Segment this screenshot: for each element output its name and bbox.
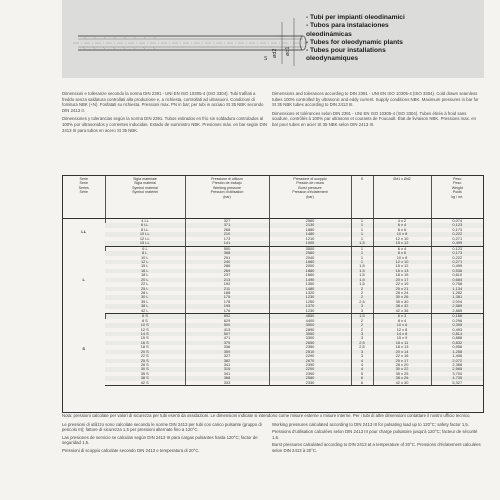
table-cell: 3 <box>351 332 373 336</box>
table-cell: 2,5 <box>351 345 373 349</box>
footnotes <box>62 413 482 453</box>
column-header: S <box>351 176 373 219</box>
table-cell: 2 <box>351 328 373 332</box>
table-cell: 12 x 10 <box>373 237 431 241</box>
table-cell: 0,536 <box>431 269 483 273</box>
table-cell: 15 LL <box>105 241 185 246</box>
table-cell: 1320 <box>269 291 351 295</box>
label-d1: ød1 <box>285 46 291 56</box>
table-cell: 20 L <box>105 278 185 282</box>
title-line: - Tubes pour installations <box>306 47 386 55</box>
product-titles <box>306 14 486 64</box>
table-cell: 14 S <box>105 332 185 336</box>
table-cell: 2890 <box>269 328 351 332</box>
specification-table <box>62 175 484 413</box>
title-line: oleodinámicas <box>306 30 352 38</box>
table-cell: 327 <box>185 219 269 224</box>
table-cell: 4 x 2 <box>373 219 431 224</box>
table-cell: 368 <box>185 251 269 255</box>
table-cell: 213 <box>185 278 269 282</box>
table-cell: 3500 <box>269 323 351 327</box>
table-cell: 471 <box>185 336 269 340</box>
table-cell: 382 <box>185 359 269 363</box>
table-cell: 15 x 12 <box>373 241 431 246</box>
table-cell: 1490 <box>269 278 351 282</box>
column-header: Ød1 x Ød2 <box>373 176 431 219</box>
table-cell: 240 <box>185 260 269 264</box>
table-cell: 0,296 <box>431 319 483 323</box>
table-cell: 12 LL <box>139 236 150 241</box>
table-cell: 327 <box>185 354 269 358</box>
table-cell: 1350 <box>269 282 351 286</box>
table-cell: 2510 <box>269 350 351 354</box>
table-cell: 3 <box>351 309 373 314</box>
note-paragraph: Las presiones de servicio se calculan según DIN 2413 III para cargas pulsantes hasta 120°C; factor de seguridad 1,5. <box>62 434 258 445</box>
table-cell: 315 <box>185 367 269 371</box>
table-cell: 38 x 26 <box>373 376 431 380</box>
table-cell: 25 x 21 <box>373 287 431 291</box>
column-header: Peso Peso Weight Poids kg / mt. <box>431 176 483 219</box>
table-cell: 0,166 <box>431 314 483 319</box>
table-cell: 12 x 8 <box>373 328 431 332</box>
table-cell: 6 x 4 <box>373 246 431 251</box>
table-cell: 8 LL <box>140 227 149 232</box>
table-cell: 15 x 9 <box>373 336 431 340</box>
note-paragraph: Working pressures calculated according to DIN 2413 III for pulsating load up to 120°C; safety factor 1,5. <box>272 421 470 427</box>
label-d2: ød2 <box>272 48 278 58</box>
table-cell: 12 S <box>140 327 149 332</box>
table-cell: 22 x 16 <box>373 354 431 358</box>
table-cell: 336 <box>185 345 269 349</box>
table-cell: 6 <box>351 376 373 380</box>
table-cell: 173 <box>185 237 269 241</box>
table-cell: 1660 <box>269 273 351 277</box>
table-cell: 269 <box>185 269 269 273</box>
table-cell: 371 <box>185 223 269 227</box>
pipe-cross-section-drawing <box>68 10 318 70</box>
table-cell: 10 x 8 <box>373 256 431 260</box>
table-cell: 0,123 <box>431 223 483 227</box>
table-cell: 6 LL <box>105 223 185 227</box>
table-cell: 0,123 <box>431 246 483 251</box>
table-cell: 237 <box>185 273 269 277</box>
table-cell: 22 x 19 <box>373 282 431 286</box>
table-cell: 0,493 <box>431 328 483 332</box>
table-cell: 6 S <box>105 314 185 319</box>
column-header: Sigla materiale Sigla material Symbol material Symbol matériel <box>105 176 185 219</box>
table-cell: 1 <box>351 256 373 260</box>
table-cell: 1,5 <box>351 282 373 286</box>
series-cell: LL <box>63 219 105 247</box>
column-header: Serie Serie Series Série <box>63 176 105 219</box>
table-cell: 1000 <box>269 241 351 246</box>
title-line: oleodynamiques <box>306 55 359 63</box>
table-cell: 175 <box>185 295 269 299</box>
table-cell: 2330 <box>269 381 351 386</box>
table-cell: 1,5 <box>351 264 373 268</box>
table-cell: 176 <box>185 309 269 314</box>
table-cell: 6 x 4 <box>373 223 431 227</box>
table-cell: 0,758 <box>431 282 483 286</box>
table-cell: 0,271 <box>431 260 483 264</box>
table-cell: 28 S <box>140 363 149 367</box>
table-cell: 0,832 <box>431 341 483 345</box>
column-header: Pressione di utilizzo Presión de trabajo Working pressure Pression d'utilisation (bar) <box>185 176 269 219</box>
table-cell: 2580 <box>269 251 351 255</box>
title-line: - Tubos para instalaciones <box>306 22 389 30</box>
table-cell: 6 x 3 <box>373 314 431 319</box>
table-cell: 0,814 <box>431 332 483 336</box>
table-cell: 2,885 <box>431 309 483 314</box>
table-cell: 379 <box>185 341 269 345</box>
table-cell: 16 L <box>105 269 185 273</box>
table-cell: 692 <box>185 314 269 319</box>
table-cell: 1210 <box>269 237 351 241</box>
table-cell: 35 x 30 <box>373 300 431 304</box>
table-cell: 188 <box>185 291 269 295</box>
table-cell: 4 <box>351 359 373 363</box>
table-cell: 3 <box>351 336 373 340</box>
table-cell: 22 S <box>140 354 149 359</box>
series-cell: S <box>63 314 105 386</box>
notes-left-column <box>62 422 267 456</box>
table-cell: 0,499 <box>431 264 483 268</box>
table-cell: 2 <box>351 319 373 323</box>
table-cell: 18 x 13 <box>373 345 431 349</box>
table-cell: 2,565 <box>431 367 483 371</box>
intro-paragraph: Dimensions et tolérances selon DIN 2391 - UNI EN ISO 10305-4 (ISO 3304). Tubes étirés à froid sans soudure, contrôlés à 100% par ultrasons et courants de Foucault. État de livraison NBK. Pressions max. en bar pour tubes en acier St 35 NBK selon DIN 2413 III. <box>272 110 476 127</box>
table-cell: 3 <box>351 354 373 358</box>
column-header: Pressione di scoppio Presión de rotura Burst pressure Pression d'éclatement (bar) <box>269 176 351 219</box>
table-cell: 30 x 26 <box>373 295 431 299</box>
table-cell: 10 LL <box>105 232 185 236</box>
table-cell: 2,589 <box>431 304 483 308</box>
table-cell: 5 <box>351 372 373 376</box>
table-cell: 1,134 <box>431 287 483 291</box>
table-cell: 1 <box>351 228 373 232</box>
note-paragraph: Burst pressures calculated according to DIN 2413 at a temperature of 20°C. Pressions d'éclatement calculées selon DIN 2413 à 20°C. <box>272 442 481 453</box>
table-cell: 1,5 <box>351 314 373 319</box>
table-cell: 18 x 15 <box>373 273 431 277</box>
table-cell: 18 S <box>140 345 149 350</box>
table-cell: 3500 <box>269 246 351 251</box>
table-cell: 35 S <box>140 371 149 376</box>
table-cell: 8 S <box>141 318 148 323</box>
table-cell: 38 L <box>105 304 185 308</box>
table-cell: 1,5 <box>351 269 373 273</box>
table-cell: 1230 <box>269 309 351 314</box>
table-cell: 30 L <box>105 295 185 299</box>
table-cell: 2040 <box>269 256 351 260</box>
table-cell: 291 <box>185 256 269 260</box>
table-cell: 3300 <box>269 336 351 340</box>
table-cell: 2650 <box>269 341 351 345</box>
table-cell: 2,072 <box>431 359 483 363</box>
table-cell: 359 <box>185 350 269 354</box>
table-cell: 30 S <box>105 367 185 371</box>
table-cell: 178 <box>185 300 269 304</box>
table-cell: 5,327 <box>431 381 483 386</box>
table-cell: 16 x 11 <box>373 341 431 345</box>
table-cell: 2670 <box>269 359 351 363</box>
table-cell: 8 x 6 <box>373 251 431 255</box>
table-cell: 2350 <box>269 345 351 349</box>
table-cell: 2200 <box>269 367 351 371</box>
table-cell: 25 S <box>105 359 185 363</box>
note-top: Nota: pressioni calcolate per valori di sicurezza per tubi esenti da ossidazioni. Le dimensioni indicate si intendono come misure esterne x misure interne. Per i tubi di altre dimensioni contattare il nostro ufficio tecnico. <box>62 413 471 418</box>
table-cell: 2290 <box>269 354 351 358</box>
table-cell: 0,888 <box>431 336 483 340</box>
table-cell: 210 <box>185 232 269 236</box>
note-paragraph: Pressioni di scoppio calcolate secondo DIN 2413 e temperatura di 20°C. <box>62 447 200 453</box>
table-cell: 195 <box>185 304 269 308</box>
table-cell: 192 <box>185 282 269 286</box>
table-cell: 1,282 <box>431 291 483 295</box>
table-row <box>63 381 483 386</box>
note-paragraph: Pressions d'utilisation calculées selon DIN 2413 III pour charge pulsatoire jusqu'à 120°C; facteur de sécurité 1,5. <box>272 429 478 440</box>
table-cell: 1 <box>351 219 373 224</box>
table-cell: 341 <box>185 363 269 367</box>
table-cell: 28 x 20 <box>373 363 431 367</box>
table-cell: 28 L <box>140 291 149 295</box>
table-cell: 22 L <box>140 282 149 287</box>
table-cell: 12 L <box>105 260 185 264</box>
table-cell: 500 <box>185 246 269 251</box>
table-cell: 1 <box>351 232 373 236</box>
note-paragraph: Le pressioni di utilizzo sono calcolate secondo le norme DIN 2413 per tubi con carico pulsante (gruppo di pericolo III); fattore di sicurezza 1,5 per pressioni alternate fino a 120°C. <box>62 421 262 432</box>
table-cell: 1,381 <box>431 295 483 299</box>
table-cell: 8 x 4 <box>373 319 431 323</box>
table-cell: 16 S <box>105 341 185 345</box>
table-cell: 1,5 <box>351 278 373 282</box>
table-cell: 42 L <box>105 309 185 314</box>
table-cell: 0,222 <box>431 232 483 236</box>
table-cell: 2,368 <box>431 363 483 367</box>
table-cell: 0,610 <box>431 273 483 277</box>
table-cell: 141 <box>185 241 269 246</box>
intro-right-column <box>272 91 482 131</box>
table-cell: 25 L <box>105 287 185 291</box>
table-cell: 0,956 <box>431 345 483 349</box>
title-line: - Tubes for oleodynamic plants <box>306 38 403 46</box>
table-cell: 1880 <box>269 269 351 273</box>
label-s: S <box>264 56 268 62</box>
table-cell: 28 x 24 <box>373 291 431 295</box>
table-cell: 413 <box>185 328 269 332</box>
table-cell: 1480 <box>269 232 351 236</box>
table-cell: 4 <box>351 363 373 367</box>
table-cell: 2,5 <box>351 341 373 345</box>
table-cell: 3,700 <box>431 372 483 376</box>
table-cell: 1880 <box>269 228 351 232</box>
table-cell: 0,499 <box>431 241 483 246</box>
table-cell: 1,258 <box>431 350 483 354</box>
table-cell: 1 <box>351 223 373 227</box>
table-cell: 629 <box>185 319 269 323</box>
table-cell: 3550 <box>269 332 351 336</box>
table-cell: 2 <box>351 295 373 299</box>
table-cell: 15 x 12 <box>373 264 431 268</box>
table-cell: 368 <box>185 376 269 380</box>
table-cell: 42 x 30 <box>373 381 431 386</box>
table-cell: 1250 <box>269 300 351 304</box>
table-cell: 6 <box>351 381 373 386</box>
intro-paragraph: Dimensioni e tolleranze secondo la norma DIN 2391 - UNI EN ISO 10305-4 (ISO 3304). Tubi trafilati a freddo senza saldatura controllati alla produzione e, a richiesta, controllati ad ultrasuoni. Condizioni di fornitura NBK (+N). Fosfatati su richiesta. Pressioni max. PN in bar; per tubi in acciaio St 35 NBK secondo DIN 2413 II. <box>62 91 264 113</box>
table-cell: 4 LL <box>105 219 185 224</box>
series-cell: L <box>63 246 105 314</box>
table-cell: 2,004 <box>431 300 483 304</box>
table-cell: 14 x 8 <box>373 332 431 336</box>
table-cell: 20 x 14 <box>373 350 431 354</box>
table-cell: 35 L <box>140 299 149 304</box>
title-line: - Tubi per impianti oleodinamici <box>306 14 405 21</box>
table-cell: 10 x 8 <box>373 232 431 236</box>
table-cell: 4,735 <box>431 376 483 380</box>
header-band <box>62 0 484 78</box>
table-cell: 2000 <box>269 264 351 268</box>
table-cell: 2390 <box>269 372 351 376</box>
table-cell: 1 <box>351 237 373 241</box>
table-cell: 38 S <box>105 376 185 380</box>
table-cell: 1 <box>351 246 373 251</box>
table-cell: 2580 <box>269 376 351 380</box>
table-cell: 1680 <box>269 260 351 264</box>
table-cell: 0,684 <box>431 278 483 282</box>
table-cell: 1370 <box>269 304 351 308</box>
intro-left-column <box>62 91 268 136</box>
table-cell: 2390 <box>269 363 351 367</box>
table-cell: 0,173 <box>431 251 483 255</box>
table-cell: 1230 <box>269 295 351 299</box>
table-cell: 0,173 <box>431 228 483 232</box>
table-cell: 15 L <box>140 264 149 269</box>
table-cell: 25 x 17 <box>373 359 431 363</box>
table-cell: 0,222 <box>431 256 483 260</box>
notes-right-column <box>272 422 482 456</box>
table-cell: 0,271 <box>431 237 483 241</box>
table-cell: 10 L <box>140 255 149 260</box>
table-header-row <box>63 176 483 219</box>
table-cell: 4400 <box>269 319 351 323</box>
table-cell: 268 <box>185 228 269 232</box>
table-cell: 3 <box>351 350 373 354</box>
table-cell: 2 <box>351 287 373 291</box>
table-cell: 1 <box>351 251 373 255</box>
table-cell: 35 x 25 <box>373 372 431 376</box>
table-cell: 500 <box>185 323 269 327</box>
table-cell: 4 <box>351 367 373 371</box>
table-cell: 30 x 22 <box>373 367 431 371</box>
table-cell: 10 S <box>105 323 185 327</box>
intro-paragraph: Dimensions and tolerances according to DIN 2391 - UNI EN ISO 10305-4 (ISO 3304). Cold drawn seamless tubes 100% controlled by ultrasonic and eddy current. Supply conditions NBK. Maximum pressures in bar for St 35 NBK tubes according to DIN 2413 III. <box>272 91 479 108</box>
table-cell: 341 <box>185 372 269 376</box>
table-cell: 0,074 <box>431 219 483 224</box>
table-cell: 18 L <box>140 273 149 278</box>
table-cell: 333 <box>185 381 269 386</box>
table-cell: 1,406 <box>431 354 483 358</box>
table-cell: 20 x 17 <box>373 278 431 282</box>
table-cell: 211 <box>185 287 269 291</box>
table-cell: 1,5 <box>351 241 373 246</box>
table-cell: 0,395 <box>431 323 483 327</box>
table-cell: 3 <box>351 304 373 308</box>
table-cell: 42 x 36 <box>373 309 431 314</box>
table-cell: 6 L <box>105 246 185 251</box>
table-cell: 1,5 <box>351 273 373 277</box>
table-cell: 2 <box>351 323 373 327</box>
table-cell: 1480 <box>269 287 351 291</box>
table-cell: 2130 <box>269 223 351 227</box>
table-cell: 507 <box>185 332 269 336</box>
table-cell: 2560 <box>269 219 351 224</box>
table-cell: 2,5 <box>351 300 373 304</box>
table-cell: 42 S <box>105 381 185 386</box>
table-cell: 286 <box>185 264 269 268</box>
table-cell: 8 L <box>105 251 185 255</box>
table-cell: 15 S <box>140 336 149 341</box>
table-cell: 12 x 10 <box>373 260 431 264</box>
table-cell: 2 <box>351 291 373 295</box>
table-cell: 16 x 13 <box>373 269 431 273</box>
table-cell: 38 x 32 <box>373 304 431 308</box>
intro-paragraph: Dimensiones y tolerancias según la norma DIN 2391. Tubos estirados en frío sin soldadura controlados al 100% por ultrasonidos y corrientes inducidas. Estado de suministro NBK. Presiones máx. en bar según DIN 2413 III para tubos en acero St 35 NBK. <box>62 116 267 133</box>
table-cell: 20 S <box>105 350 185 354</box>
table-cell: 8 x 6 <box>373 228 431 232</box>
table-cell: 10 x 6 <box>373 323 431 327</box>
table-cell: 4850 <box>269 314 351 319</box>
table-cell: 1 <box>351 260 373 264</box>
